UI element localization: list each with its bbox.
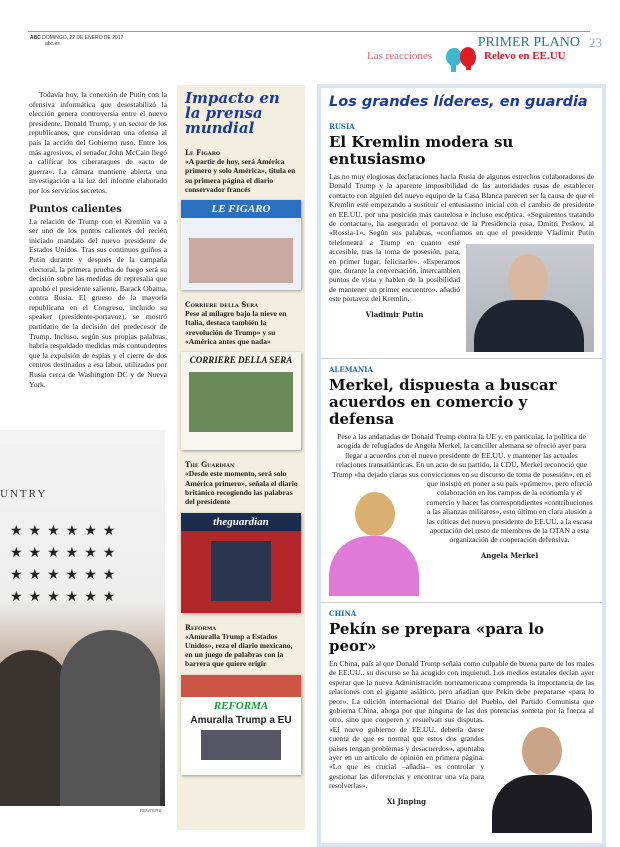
silhouettes-icon: [443, 46, 481, 74]
topic-left: Las reacciones: [367, 50, 433, 62]
stars: ★★★★★★ ★★★★★★ ★★★★★★ ★★★★★★: [10, 523, 122, 605]
article-body: En China, país al que Donald Trump señala como culpable de buena parte de los males de EE.UU., su discurso se ha acogido con inquietud. Los medios estatales decían ayer esperar que la nueva Administración norteamericana comprenda la importancia de las relaciones con el gigante asiático, pero añadían que Pekín debe prepararse «para lo peor». La edición internacional del Diario del Pueblo, del Partido Comunista que gobierna China, aboga por que ninguna de las dos potencias someta por la fuerza al otro, sino que cooperen y resuelvan sus disputas. «El nuevo gobierno de EE.UU. debería darse cuenta de que es normal que estos dos grandes países tengan problemas y desacuerdos», apuntaba ayer en un artículo de opinión en primera página. «Lo que es crucial –añadía– es controlar y gestionar las diferencias y encontrar una vía para resolverlas».: [329, 659, 594, 791]
kicker: RUSIA: [329, 122, 355, 131]
article-russia: [321, 116, 602, 359]
section-title: PRIMER PLANO: [477, 35, 580, 50]
article-china: [321, 603, 602, 839]
paragraph: La relación de Trump con el Kremlin va a ser uno de los puntos calientes del recién iniciado mandato del nuevo presidente de Estados Unidos. Tras sus continuos guiños a Putin durante y después de la campaña electoral, la primera prueba de fuego será su decisión sobre las medidas de represalia que aprobó el presidente saliente, Barack Obama, contra Rusia. El grueso de la mayoría republicana en el Congreso, incluido su speaker (presidente-portavoz), se mostró partidario de la decisión del predecesor de Trump. Incluso, según sus propias palabras, habría respaldado medidas más contundentes que la expulsión de espías y el cierre de dos centros destinados a esa labor, utilizados por Rusia cerca de Washington DC y de Nueva York.: [29, 216, 167, 389]
photo-caption: Angela Merkel: [480, 550, 539, 560]
inauguration-photo: [0, 430, 165, 806]
article-body: Las no muy elogiosas declaraciones hacia Rusia de algunos estrechos colaboradores de Donald Trump y la aparente imposibilidad de las autoridades rusas de establecer contacto con alguien del nuevo equipo de la Casa Blanca parecen ser la causa de que el Kremlin esté empezando a sustituir el entusiasmo inicial con el cambio de presidente en EE.UU. por una posición más cautelosa e incluso escéptica. «Seguiremos tratando de contactar», ha asegurado el portavoz de la Presidencia rusa, Dmitri Peskov, al «Rossia-1». Según sus palabras, «confiamos en que el presidente Vladimir Putin telefoneará a Trump en cuanto esté accesible, tras la toma de posesión, para, en primer lugar, felicitarle». «Esperamos que, durante la conversación, intercambien puntos de vista y hablen de la posibilidad de mantener un primer encuentro», añadió este portavoz del Kremlin.: [329, 172, 594, 304]
cover-headline: Amuralla Trump a EU: [190, 714, 292, 726]
press-text: «Desde este momento, será solo América primero», señala el diario británico recogiendo las palabras del presidente: [185, 469, 298, 507]
leaders-box: [317, 84, 606, 847]
sidebar-title: Impacto en la prensa mundial: [185, 89, 280, 137]
article-germany: [321, 359, 602, 603]
topic-right: Relevo en EE.UU: [484, 50, 566, 62]
box-title: Los grandes líderes, en guardia: [329, 94, 588, 110]
headline: Pekín se prepara «para lo peor»: [329, 620, 544, 655]
guardian-cover: [181, 513, 301, 613]
dateline: [30, 35, 123, 47]
press-item: [185, 460, 299, 506]
paragraph: Todavía hoy, la conexión de Putin con la ofensiva informática que desestabilizó la elección genera controversia entre el nuevo presidente, Donald Trump, y un sector de los republicanos, que consideran una ofensa al país la acción del Gobierno ruso. Entre los más agresivos, el senador John McCain llegó a calificar los ciberataques de «acto de guerra». La cámara mantiene abierta una investigación a la luz del informe elaborado por los servicios secretos.: [29, 90, 167, 195]
photo-sign: UNTRY: [0, 488, 48, 500]
merkel-photo: [329, 488, 419, 596]
masthead: CORRIERE DELLA SERA: [189, 355, 293, 366]
press-text: «A partir de hoy, será América primero y solo América», titula en su primera página el diario conservador francés: [185, 157, 296, 194]
paper-name: Corriere della Sera: [185, 300, 259, 310]
photo-credit: REUTERS: [140, 808, 162, 813]
reforma-cover: [181, 675, 301, 775]
date: DOMINGO, 22 DE ENERO DE 2017: [42, 35, 124, 41]
putin-photo: [466, 244, 594, 352]
press-sidebar: [177, 85, 305, 830]
article-body: Pese a las andanadas de Donald Trump contra la UE y, en particular, la política de acogida de refugiados de Angela Merkel, la canciller alemana se ofreció ayer para llegar a acuerdos con el nuevo presidente de EE.UU. y mantener las actuales relaciones transatlánticas. En un acto de su partido, la CDU, Merkel reconoció que Trump «ha dejado claras sus convicciones en su discurso de toma de posesión», en el que insistió en poner a su país «primero», pero ofreció colaboración en los campos de la economía y el comercio y hacer las correspondientes «contribuciones a las alianzas militares», esto último en clara alusión a las críticas del nuevo presidente de EE.UU. a la escasa aportación del resto de miembros de la OTAN a esta organización de cooperación defensiva.: [332, 432, 593, 545]
kicker: CHINA: [329, 609, 357, 618]
press-text: «Amuralla Trump a Estados Unidos», reza el diario mexicano, en un juego de palabras con la barrera que quiere erigir: [185, 631, 293, 669]
press-text: Pese al milagro bajo la nieve en Italia, destaca también la «revolución de Trump» y su «América antes que nada»: [185, 309, 287, 347]
press-item: [185, 148, 299, 194]
press-item: [185, 623, 299, 669]
page-number: 23: [589, 35, 602, 50]
paper-name: Le Figaro: [185, 148, 221, 157]
paper-name: The Guardian: [185, 460, 235, 470]
xi-photo: [490, 721, 594, 833]
site: abc.es: [45, 41, 60, 47]
headline: El Kremlin modera su entusiasmo: [329, 133, 514, 168]
header-rule: [28, 31, 590, 32]
subheading: Puntos calientes: [29, 203, 122, 215]
corriere-cover: [181, 352, 301, 450]
le-figaro-cover: [181, 200, 301, 290]
headline: Merkel, dispuesta a buscar acuerdos en comercio y defensa: [329, 376, 557, 428]
left-article: [29, 90, 167, 389]
masthead: REFORMA: [213, 699, 269, 712]
paper-name: ABC: [30, 35, 41, 41]
paper-name: Reforma: [185, 622, 217, 632]
kicker: ALEMANIA: [329, 365, 373, 374]
masthead: theguardian: [181, 513, 301, 531]
photo-caption: Vladimir Putin: [365, 309, 424, 319]
photo-caption: Xi Jinping: [386, 796, 427, 806]
masthead: LE FIGARO: [181, 200, 301, 218]
press-item: [185, 300, 299, 346]
